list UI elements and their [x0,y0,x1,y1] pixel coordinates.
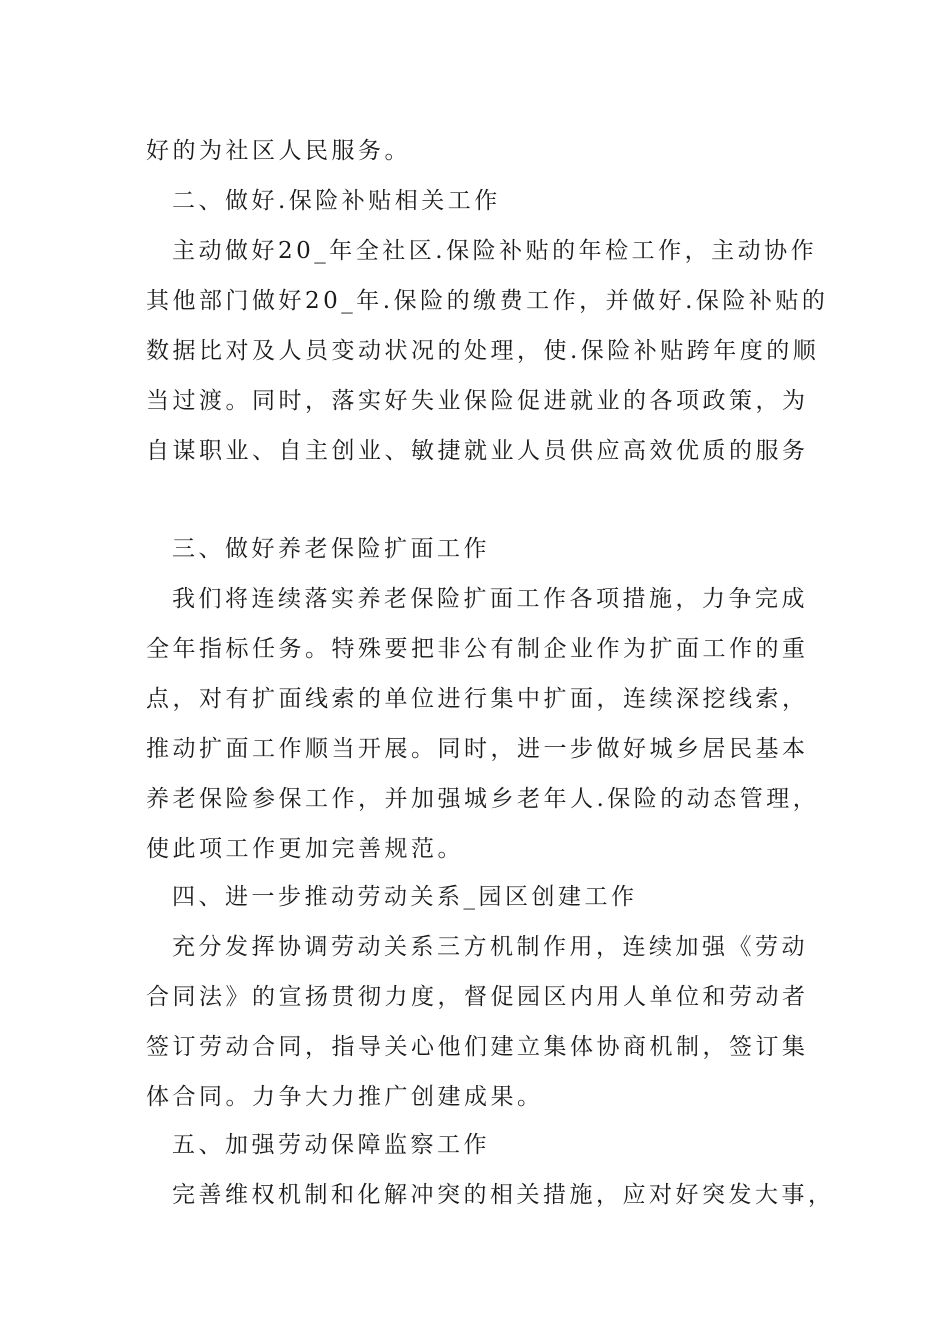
paragraph-line: 好的为社区人民服务。 [146,138,411,164]
paragraph-line: 合同法》的宣扬贯彻力度，督促园区内用人单位和劳动者 [146,984,809,1010]
paragraph-line: 我们将连续落实养老保险扩面工作各项措施，力争完成 [172,586,808,612]
paragraph-line: 自谋职业、自主创业、敏捷就业人员供应高效优质的服务 [146,438,809,464]
paragraph-line: 推动扩面工作顺当开展。同时，进一步做好城乡居民基本 [146,736,809,762]
section-heading: 二、做好.保险补贴相关工作 [172,188,501,214]
paragraph-line: 全年指标任务。特殊要把非公有制企业作为扩面工作的重 [146,636,809,662]
paragraph-line: 主动做好20_年全社区.保险补贴的年检工作，主动协作 [172,238,818,264]
section-heading: 五、加强劳动保障监察工作 [172,1132,490,1158]
paragraph-line: 其他部门做好20_年.保险的缴费工作，并做好.保险补贴的 [146,288,829,314]
section-heading: 三、做好养老保险扩面工作 [172,536,490,562]
paragraph-line: 签订劳动合同，指导关心他们建立集体协商机制，签订集 [146,1034,809,1060]
section-heading: 四、进一步推动劳动关系_园区创建工作 [172,884,638,910]
paragraph-line: 点，对有扩面线索的单位进行集中扩面，连续深挖线索， [146,686,809,712]
paragraph-line: 完善维权机制和化解冲突的相关措施，应对好突发大事， [172,1182,835,1208]
paragraph-line: 充分发挥协调劳动关系三方机制作用，连续加强《劳动 [172,934,808,960]
paragraph-line: 数据比对及人员变动状况的处理，使.保险补贴跨年度的顺 [146,338,820,364]
paragraph-line: 使此项工作更加完善规范。 [146,836,464,862]
paragraph-line: 养老保险参保工作，并加强城乡老年人.保险的动态管理， [146,786,820,812]
paragraph-line: 体合同。力争大力推广创建成果。 [146,1084,544,1110]
paragraph-line: 当过渡。同时，落实好失业保险促进就业的各项政策，为 [146,388,809,414]
